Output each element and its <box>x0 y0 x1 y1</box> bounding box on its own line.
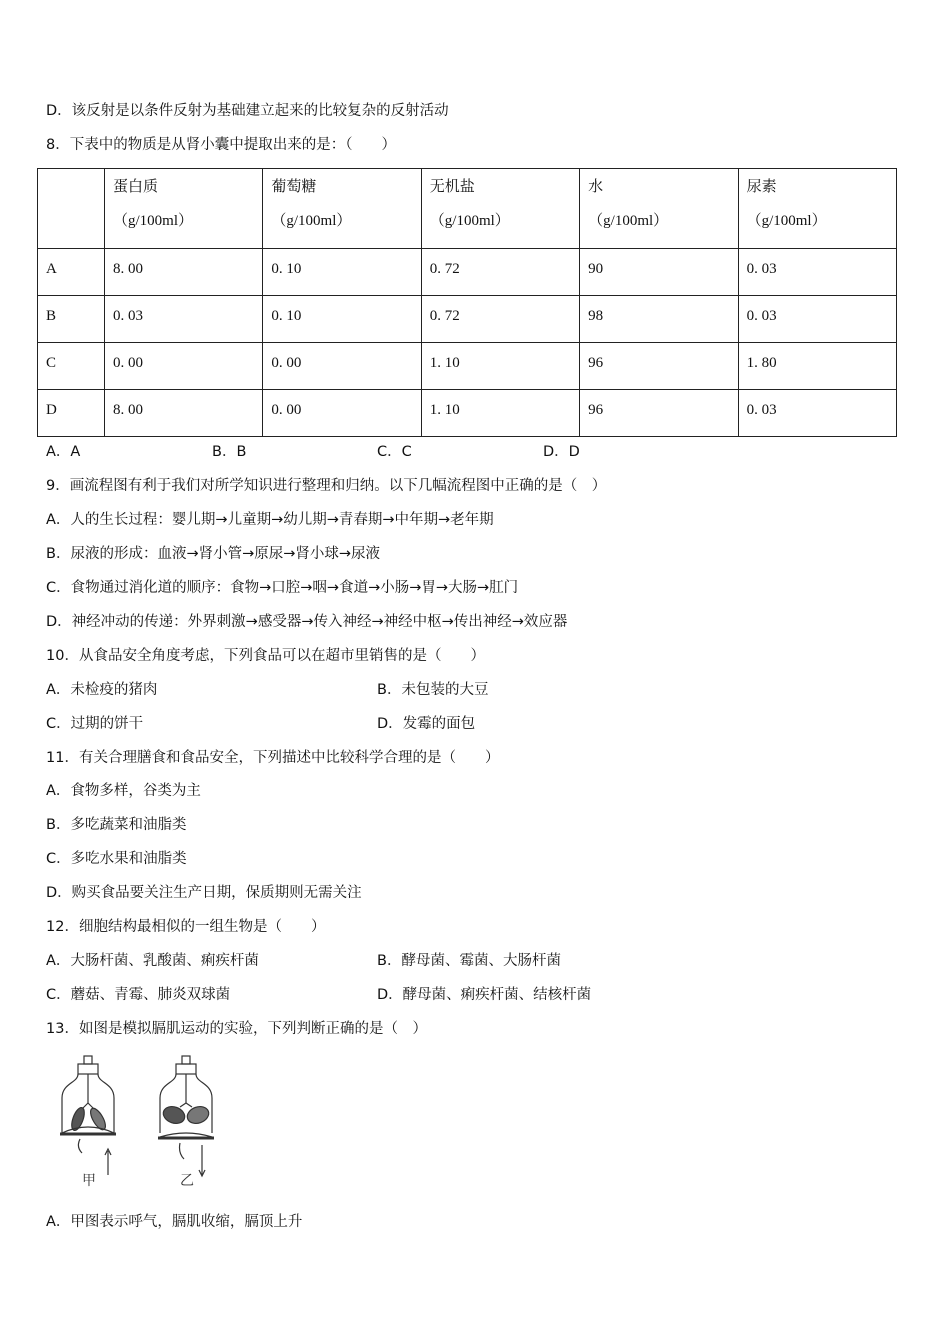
q10-stem: 10．从食品安全角度考虑，下列食品可以在超市里销售的是（ ） <box>46 648 485 664</box>
table-cell: 0. 03 <box>105 296 263 343</box>
figure-label-yi: 乙 <box>180 1173 194 1189</box>
q8-option-c: C．C <box>377 444 412 460</box>
table-row <box>38 343 897 390</box>
table-cell: A <box>38 249 105 296</box>
q11-stem: 11．有关合理膳食和食品安全，下列描述中比较科学合理的是（ ） <box>46 750 500 766</box>
table-cell: 0. 03 <box>738 296 896 343</box>
q11-option-d: D．购买食品要关注生产日期，保质期则无需关注 <box>46 885 362 901</box>
table-cell: 0. 00 <box>263 390 421 437</box>
table-cell: 0. 10 <box>263 249 421 296</box>
table-cell: 90 <box>580 249 738 296</box>
table-cell: 0. 72 <box>421 249 579 296</box>
table-header <box>421 169 579 249</box>
table-header-row <box>38 169 897 249</box>
table-cell: 0. 03 <box>738 390 896 437</box>
q13-stem: 13．如图是模拟膈肌运动的实验，下列判断正确的是（ ） <box>46 1021 427 1037</box>
header-unit: （g/100ml） <box>429 213 510 229</box>
q8-option-a: A．A <box>46 444 81 460</box>
header-name: 无机盐 <box>429 179 475 195</box>
table-cell: 98 <box>580 296 738 343</box>
q8-option-b: B．B <box>212 444 247 460</box>
q9-option-c: C．食物通过消化道的顺序：食物→口腔→咽→食道→小肠→胃→大肠→肛门 <box>46 580 519 596</box>
table-header <box>263 169 421 249</box>
table-cell: 0. 72 <box>421 296 579 343</box>
table-row <box>38 249 897 296</box>
table-header <box>738 169 896 249</box>
q8-table <box>37 168 897 437</box>
header-name: 蛋白质 <box>113 179 159 195</box>
q11-option-b: B．多吃蔬菜和油脂类 <box>46 817 187 833</box>
q9-option-b: B．尿液的形成：血液→肾小管→原尿→肾小球→尿液 <box>46 546 381 562</box>
table-cell: 8. 00 <box>105 390 263 437</box>
q11-option-a: A．食物多样，谷类为主 <box>46 783 201 799</box>
figure-label-jia: 甲 <box>82 1173 96 1189</box>
q12-option-a: A．大肠杆菌、乳酸菌、痢疾杆菌 <box>46 953 259 969</box>
q10-option-b: B．未包装的大豆 <box>377 682 489 698</box>
q13-option-a: A．甲图表示呼气，膈肌收缩，膈顶上升 <box>46 1214 303 1230</box>
bell-jar-yi <box>158 1056 214 1176</box>
table-row <box>38 296 897 343</box>
table-cell: 1. 80 <box>738 343 896 390</box>
table-cell: 1. 10 <box>421 343 579 390</box>
q12-option-d: D．酵母菌、痢疾杆菌、结核杆菌 <box>377 987 592 1003</box>
header-name: 水 <box>588 179 604 195</box>
q9-option-d: D．神经冲动的传递：外界刺激→感受器→传入神经→神经中枢→传出神经→效应器 <box>46 614 568 630</box>
header-name: 尿素 <box>746 179 777 195</box>
table-cell: 0. 03 <box>738 249 896 296</box>
q12-option-b: B．酵母菌、霉菌、大肠杆菌 <box>377 953 561 969</box>
table-cell: D <box>38 390 105 437</box>
diaphragm-experiment-figure <box>50 1053 230 1193</box>
table-row <box>38 390 897 437</box>
q10-option-c: C．过期的饼干 <box>46 716 144 732</box>
q12-stem: 12．细胞结构最相似的一组生物是（ ） <box>46 919 326 935</box>
header-unit: （g/100ml） <box>588 213 669 229</box>
q10-option-a: A．未检疫的猪肉 <box>46 682 158 698</box>
table-cell: 0. 10 <box>263 296 421 343</box>
table-cell: 0. 00 <box>263 343 421 390</box>
table-cell: 1. 10 <box>421 390 579 437</box>
table-cell: 96 <box>580 343 738 390</box>
header-unit: （g/100ml） <box>271 213 352 229</box>
header-unit: （g/100ml） <box>746 213 827 229</box>
bell-jar-jia <box>60 1056 116 1175</box>
header-name: 葡萄糖 <box>271 179 317 195</box>
q11-option-c: C．多吃水果和油脂类 <box>46 851 187 867</box>
q7-option-d: D．该反射是以条件反射为基础建立起来的比较复杂的反射活动 <box>46 103 449 119</box>
q9-stem: 9．画流程图有利于我们对所学知识进行整理和归纳。以下几幅流程图中正确的是（ ） <box>46 478 607 494</box>
table-cell: 8. 00 <box>105 249 263 296</box>
header-unit: （g/100ml） <box>113 213 194 229</box>
table-header <box>580 169 738 249</box>
table-corner-cell <box>38 169 105 249</box>
q8-stem: 8．下表中的物质是从肾小囊中提取出来的是：（ ） <box>46 137 396 153</box>
q9-option-a: A．人的生长过程：婴儿期→儿童期→幼儿期→青春期→中年期→老年期 <box>46 512 494 528</box>
table-cell: 0. 00 <box>105 343 263 390</box>
q10-option-d: D．发霉的面包 <box>377 716 476 732</box>
table-cell: B <box>38 296 105 343</box>
table-cell: C <box>38 343 105 390</box>
q8-option-d: D．D <box>543 444 580 460</box>
table-header <box>105 169 263 249</box>
table-cell: 96 <box>580 390 738 437</box>
q12-option-c: C．蘑菇、青霉、肺炎双球菌 <box>46 987 231 1003</box>
